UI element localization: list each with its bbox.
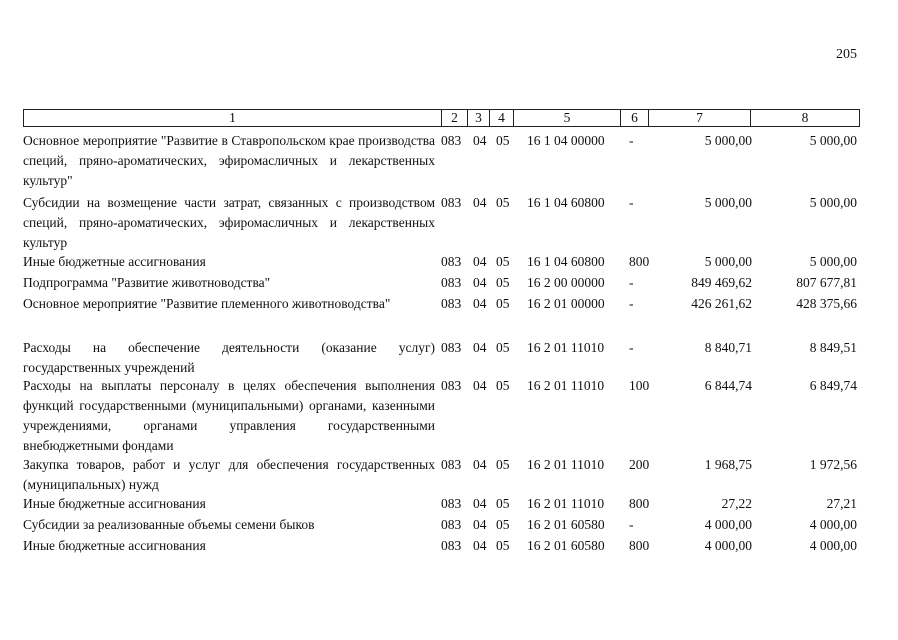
- row-code-4: 05: [496, 496, 510, 511]
- row-code-5: 16 2 01 11010: [527, 496, 605, 511]
- row-code-3: 04: [473, 538, 487, 553]
- column-header-4: 4: [490, 110, 514, 127]
- row-name: Субсидии за реализованные объемы семени быков: [23, 517, 315, 532]
- row-code-2: 083: [441, 517, 462, 532]
- row-amount-7: 27,22: [721, 496, 752, 511]
- row-code-5: 16 2 00 00000: [527, 275, 605, 290]
- row-code-6: -: [629, 275, 634, 290]
- row-code-2: 083: [441, 195, 462, 210]
- row-name: Иные бюджетные ассигнования: [23, 496, 206, 511]
- column-header-2: 2: [442, 110, 468, 127]
- row-name: Расходы на обеспечение деятельности (оказание услуг) государственных учреждений: [23, 340, 435, 375]
- row-code-4: 05: [496, 296, 510, 311]
- row-code-6: -: [629, 517, 634, 532]
- row-code-6: 800: [629, 254, 650, 269]
- row-code-4: 05: [496, 378, 510, 393]
- row-code-6: -: [629, 195, 634, 210]
- row-code-2: 083: [441, 457, 462, 472]
- row-code-6: -: [629, 340, 634, 355]
- row-code-2: 083: [441, 538, 462, 553]
- row-amount-8: 8 849,51: [809, 340, 857, 355]
- row-name: Основное мероприятие "Развитие в Ставропольском крае производства специй, пряно-ароматических, эфиромасличных и лекарственных культур": [23, 133, 435, 188]
- row-code-4: 05: [496, 254, 510, 269]
- row-code-5: 16 1 04 60800: [527, 254, 605, 269]
- row-code-6: -: [629, 133, 634, 148]
- row-code-4: 05: [496, 275, 510, 290]
- column-header-7: 7: [649, 110, 751, 127]
- row-code-6: 200: [629, 457, 650, 472]
- row-amount-8: 4 000,00: [809, 517, 857, 532]
- row-amount-7: 426 261,62: [691, 296, 752, 311]
- row-amount-8: 428 375,66: [796, 296, 857, 311]
- row-amount-7: 6 844,74: [704, 378, 752, 393]
- row-code-4: 05: [496, 133, 510, 148]
- row-code-6: 800: [629, 496, 650, 511]
- row-name: Субсидии на возмещение части затрат, связанных с производством специй, пряно-ароматических, эфиромасличных и лекарственных культур: [23, 195, 435, 250]
- row-code-5: 16 2 01 11010: [527, 457, 605, 472]
- row-code-3: 04: [473, 195, 487, 210]
- row-amount-7: 5 000,00: [704, 195, 752, 210]
- row-amount-7: 5 000,00: [704, 254, 752, 269]
- row-amount-7: 5 000,00: [704, 133, 752, 148]
- row-amount-8: 807 677,81: [796, 275, 857, 290]
- row-code-2: 083: [441, 296, 462, 311]
- row-code-5: 16 2 01 11010: [527, 378, 605, 393]
- column-header-8: 8: [751, 110, 860, 127]
- row-code-3: 04: [473, 496, 487, 511]
- row-amount-7: 4 000,00: [704, 538, 752, 553]
- row-name: Закупка товаров, работ и услуг для обеспечения государственных (муниципальных) нужд: [23, 457, 435, 492]
- row-code-4: 05: [496, 517, 510, 532]
- row-code-4: 05: [496, 538, 510, 553]
- column-header-6: 6: [621, 110, 649, 127]
- row-code-5: 16 2 01 60580: [527, 538, 605, 553]
- row-amount-7: 849 469,62: [691, 275, 752, 290]
- row-amount-8: 4 000,00: [809, 538, 857, 553]
- page-number: 205: [836, 47, 857, 62]
- row-name: Иные бюджетные ассигнования: [23, 254, 206, 269]
- row-amount-8: 5 000,00: [809, 195, 857, 210]
- row-amount-8: 5 000,00: [809, 254, 857, 269]
- row-code-3: 04: [473, 275, 487, 290]
- row-code-5: 16 1 04 60800: [527, 195, 605, 210]
- row-code-6: 800: [629, 538, 650, 553]
- column-header-5: 5: [514, 110, 621, 127]
- row-amount-8: 6 849,74: [809, 378, 857, 393]
- row-code-4: 05: [496, 340, 510, 355]
- row-amount-8: 5 000,00: [809, 133, 857, 148]
- row-name: Подпрограмма "Развитие животноводства": [23, 275, 271, 290]
- row-amount-7: 1 968,75: [704, 457, 752, 472]
- row-code-3: 04: [473, 340, 487, 355]
- row-code-3: 04: [473, 296, 487, 311]
- row-code-6: 100: [629, 378, 650, 393]
- column-header-3: 3: [468, 110, 490, 127]
- row-amount-7: 8 840,71: [704, 340, 752, 355]
- row-code-4: 05: [496, 457, 510, 472]
- row-name: Основное мероприятие "Развитие племенного животноводства": [23, 296, 391, 311]
- row-code-2: 083: [441, 254, 462, 269]
- row-code-2: 083: [441, 340, 462, 355]
- row-amount-8: 27,21: [826, 496, 857, 511]
- row-code-4: 05: [496, 195, 510, 210]
- row-code-2: 083: [441, 496, 462, 511]
- row-code-6: -: [629, 296, 634, 311]
- row-code-5: 16 1 04 00000: [527, 133, 605, 148]
- row-amount-8: 1 972,56: [809, 457, 857, 472]
- row-code-5: 16 2 01 60580: [527, 517, 605, 532]
- row-code-3: 04: [473, 517, 487, 532]
- row-code-2: 083: [441, 275, 462, 290]
- row-code-5: 16 2 01 00000: [527, 296, 605, 311]
- row-code-3: 04: [473, 133, 487, 148]
- row-name: Расходы на выплаты персоналу в целях обеспечения выполнения функций государственными (муниципальными) органами, казенными учреждениями, органами управления государственными внебюджетными фондами: [23, 378, 435, 453]
- row-code-3: 04: [473, 378, 487, 393]
- row-code-2: 083: [441, 133, 462, 148]
- row-code-5: 16 2 01 11010: [527, 340, 605, 355]
- column-header-1: 1: [24, 110, 442, 127]
- row-amount-7: 4 000,00: [704, 517, 752, 532]
- row-code-2: 083: [441, 378, 462, 393]
- row-code-3: 04: [473, 457, 487, 472]
- row-code-3: 04: [473, 254, 487, 269]
- row-name: Иные бюджетные ассигнования: [23, 538, 206, 553]
